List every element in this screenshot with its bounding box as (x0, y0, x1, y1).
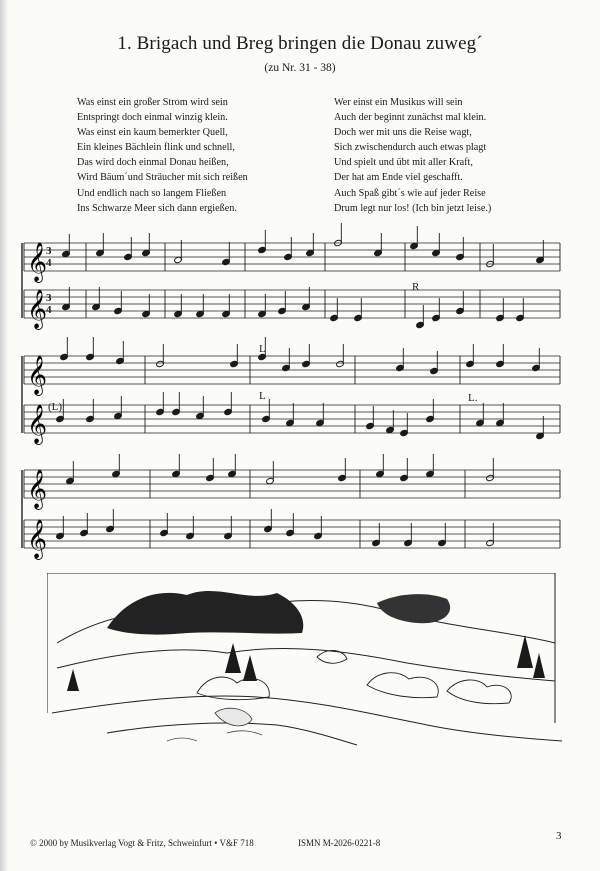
verse-line: Das wird doch einmal Donau heißen, (77, 157, 229, 169)
marking-l-dot: L. (468, 392, 478, 404)
song-title: 1. Brigach und Breg bringen die Donau zuweg´ (117, 33, 483, 54)
treble-clef-icon: 𝄞 (27, 289, 48, 329)
verse-line: Der hat am Ende viel geschafft. (334, 172, 463, 184)
treble-clef-icon: 𝄞 (27, 469, 48, 509)
verse-line: Ein kleines Bächlein flink und schnell, (77, 142, 235, 154)
page-number: 3 (556, 830, 562, 842)
landscape-illustration (47, 573, 567, 748)
verse-line: Und spielt und übt mit aller Kraft, (334, 157, 473, 169)
verse-line: Was einst ein kaum bemerkter Quell, (77, 127, 228, 139)
marking-l-paren: (L) (48, 401, 63, 413)
verse-line: Doch wer mit uns die Reise wagt, (334, 127, 472, 139)
copyright-footer: © 2000 by Musikverlag Vogt & Fritz, Schweinfurt • V&F 718 (30, 838, 254, 848)
time-sig-bottom: 4 (46, 257, 52, 269)
treble-clef-icon: 𝄞 (27, 404, 48, 444)
treble-clef-icon: 𝄞 (27, 242, 48, 282)
treble-clef-icon: 𝄞 (27, 519, 48, 559)
fingering-markings (48, 281, 478, 413)
marking-l-lower: L (259, 390, 266, 402)
time-sig-bottom: 4 (46, 304, 52, 316)
verse-line: Wer einst ein Musikus will sein (334, 97, 463, 108)
verse-line: Wird Bäum´und Sträucher mit sich reißen (77, 172, 248, 184)
time-sig-top: 3 (46, 292, 52, 304)
verse-line: Sich zwischendurch auch etwas plagt (334, 142, 487, 154)
time-sig-top: 3 (46, 245, 52, 257)
verse-line: Auch der beginnt zunächst mal klein. (334, 112, 487, 124)
verse-line: Und endlich nach so langem Fließen (77, 187, 227, 199)
marking-r: R (412, 281, 420, 293)
verse-line: Was einst ein großer Strom wird sein (77, 97, 228, 108)
staff-lines (22, 242, 560, 560)
verse-line: Auch Spaß gibt´s wie auf jeder Reise (334, 187, 486, 199)
song-subtitle: (zu Nr. 31 - 38) (264, 62, 336, 74)
verse-line: Ins Schwarze Meer sich dann ergießen. (77, 202, 237, 214)
verse-line: Entspringt doch einmal winzig klein. (77, 112, 228, 124)
marking-l-upper: L (259, 343, 266, 355)
ismn-footer: ISMN M-2026-0221-8 (298, 838, 381, 848)
verse-line: Drum legt nur los! (Ich bin jetzt leise.) (334, 202, 492, 214)
treble-clef-icon: 𝄞 (27, 355, 48, 395)
